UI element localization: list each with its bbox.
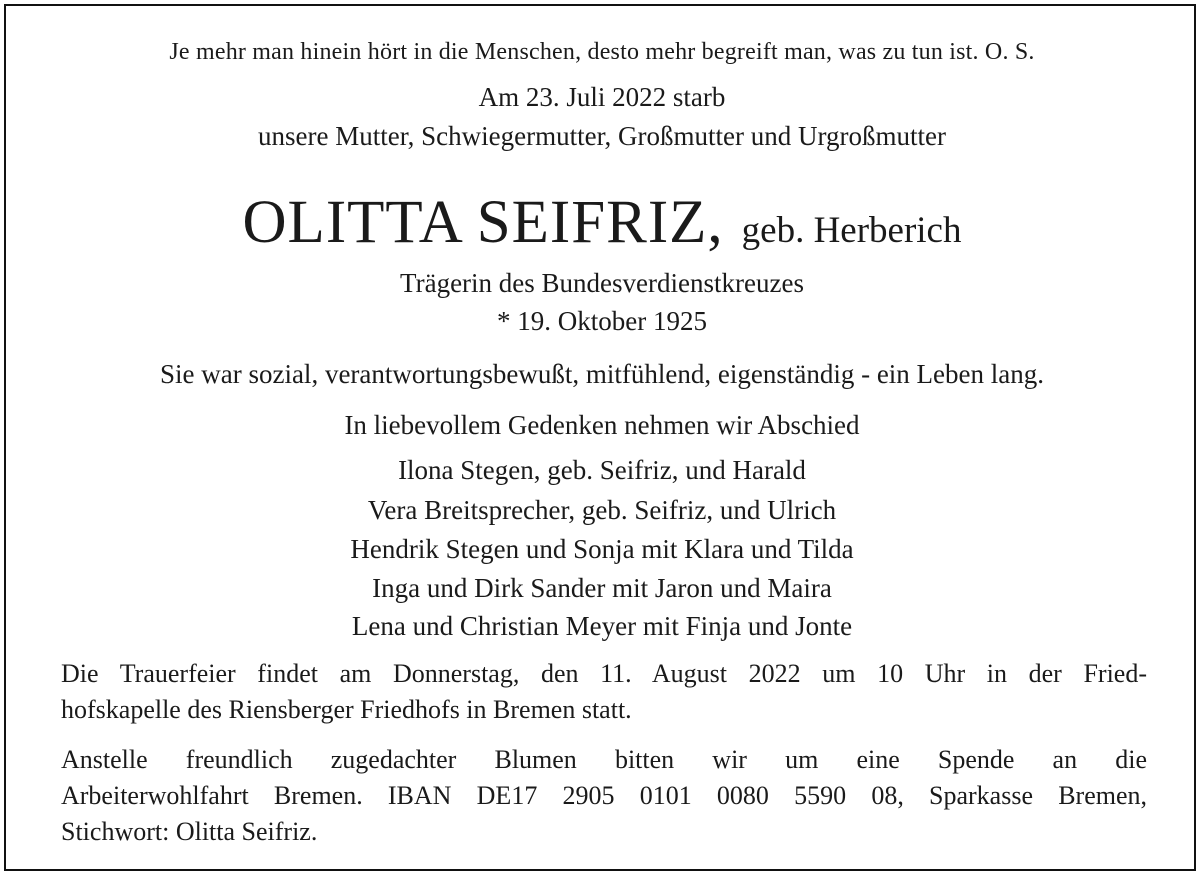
honor-line: Trägerin des Bundesverdienstkreuzes [400,268,804,298]
relationship-line: unsere Mutter, Schwiegermutter, Großmutter und Urgroßmutter [258,121,946,151]
notice-border [4,4,1196,871]
mourners-intro: In liebevollem Gedenken nehmen wir Abschied [344,410,860,440]
donation-line: Stichwort: Olitta Seifriz. [61,817,318,846]
deceased-name-row [6,189,1198,256]
birth-date: * 19. Oktober 1925 [497,306,707,336]
donation-paragraph [61,742,1147,850]
birth-name: geb. Herberich [741,210,962,251]
donation-line: Anstelle freundlich zugedachter Blumen bitten wir um eine Spende an die [61,745,1147,774]
mourner-line: Ilona Stegen, geb. Seifriz, und Harald [398,455,806,485]
ceremony-line: Die Trauerfeier findet am Donnerstag, den 11. August 2022 um 10 Uhr in der Fried- [61,659,1147,688]
ceremony-paragraph [61,656,1147,728]
tribute-line: Sie war sozial, verantwortungsbewußt, mitfühlend, eigenständig - ein Leben lang. [159,359,1044,389]
death-date-line: Am 23. Juli 2022 starb [478,82,726,112]
mourner-line: Inga und Dirk Sander mit Jaron und Maira [372,573,832,603]
deceased-name: OLITTA SEIFRIZ, [242,189,724,256]
donation-line: Arbeiterwohlfahrt Bremen. IBAN DE17 2905 0101 0080 5590 08, Sparkasse Bremen, [61,781,1147,810]
mourner-line: Vera Breitsprecher, geb. Seifriz, und Ulrich [367,495,837,525]
ceremony-line: hofskapelle des Riensberger Friedhofs in Bremen statt. [61,695,632,724]
mourner-line: Lena und Christian Meyer mit Finja und Jonte [351,611,853,641]
epigraph-quote: Je mehr man hinein hört in die Menschen, desto mehr begreift man, was zu tun ist. O. S. [169,39,1035,65]
mourner-line: Hendrik Stegen und Sonja mit Klara und Tilda [350,534,854,564]
